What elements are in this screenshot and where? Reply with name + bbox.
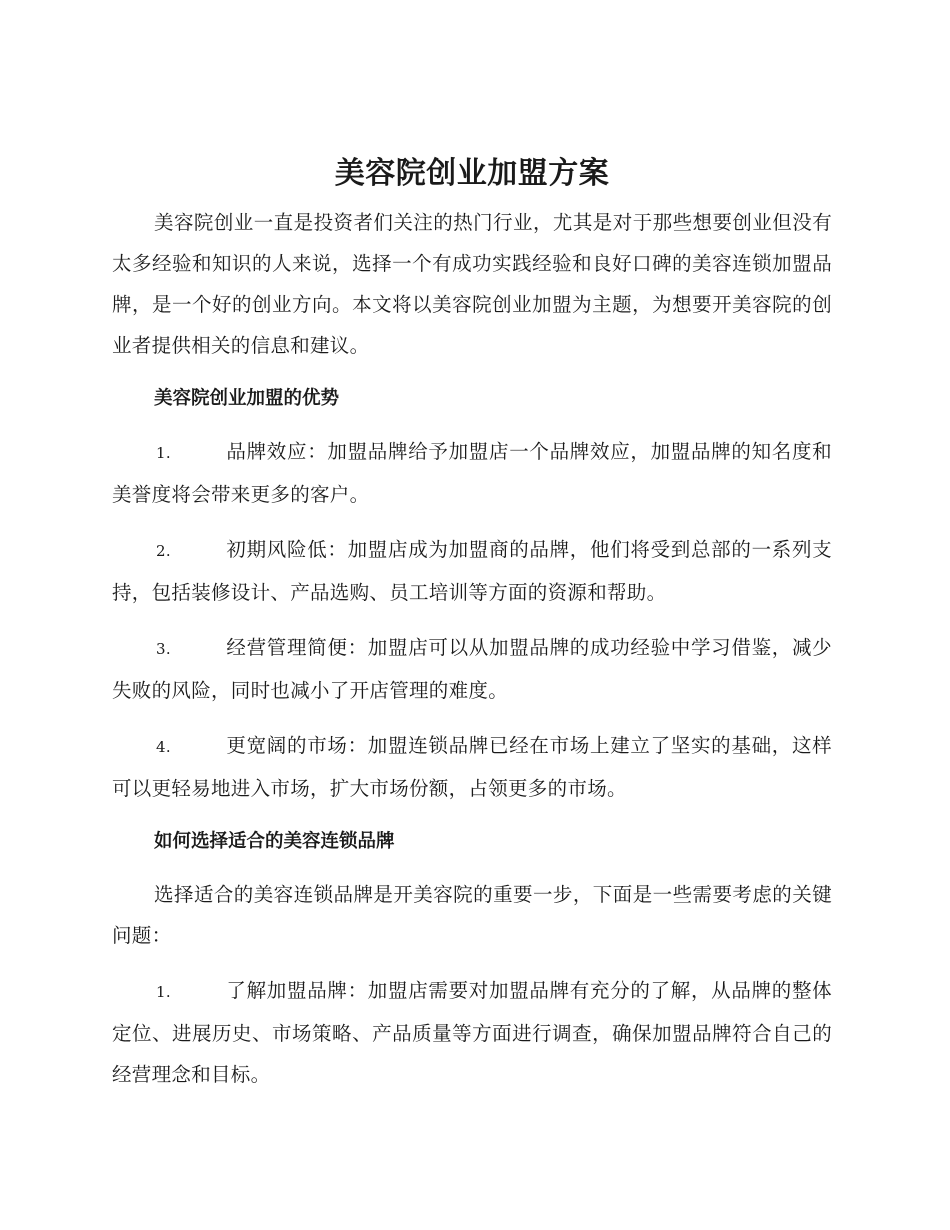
list-number: 3. bbox=[156, 640, 171, 658]
list-item-text: 品牌效应：加盟品牌给予加盟店一个品牌效应，加盟品牌的知名度和美誉度将会带来更多的客户。 bbox=[112, 440, 832, 506]
list-number: 4. bbox=[156, 738, 171, 756]
intro-paragraph: 美容院创业一直是投资者们关注的热门行业，尤其是对于那些想要创业但没有太多经验和知识的人来说，选择一个有成功实践经验和良好口碑的美容连锁加盟品牌，是一个好的创业方向。本文将以美容院创业加盟为主题，为想要开美容院的创业者提供相关的信息和建议。 bbox=[112, 211, 832, 357]
document-page bbox=[112, 150, 832, 1095]
section-heading-choosing: 如何选择适合的美容连锁品牌 bbox=[154, 831, 395, 852]
list-item-text: 经营管理简便：加盟店可以从加盟品牌的成功经验中学习借鉴，减少失败的风险，同时也减小了开店管理的难度。 bbox=[112, 636, 832, 702]
list-item-text: 更宽阔的市场：加盟连锁品牌已经在市场上建立了坚实的基础，这样可以更轻易地进入市场，扩大市场份额，占领更多的市场。 bbox=[112, 734, 832, 800]
list-item-text: 初期风险低：加盟店成为加盟商的品牌，他们将受到总部的一系列支持，包括装修设计、产品选购、员工培训等方面的资源和帮助。 bbox=[112, 538, 832, 604]
list-number: 1. bbox=[156, 983, 171, 1001]
document-title: 美容院创业加盟方案 bbox=[334, 156, 610, 191]
list-item bbox=[112, 970, 832, 1095]
list-item bbox=[112, 627, 832, 711]
list-number: 2. bbox=[156, 542, 171, 560]
list-item-text: 了解加盟品牌：加盟店需要对加盟品牌有充分的了解，从品牌的整体定位、进展历史、市场策略、产品质量等方面进行调查，确保加盟品牌符合自己的经营理念和目标。 bbox=[112, 979, 832, 1086]
list-number: 1. bbox=[156, 444, 171, 462]
list-item bbox=[112, 529, 832, 613]
section-heading-advantages: 美容院创业加盟的优势 bbox=[154, 388, 340, 409]
section2-intro-paragraph: 选择适合的美容连锁品牌是开美容院的重要一步，下面是一些需要考虑的关键问题： bbox=[112, 883, 832, 947]
list-item bbox=[112, 431, 832, 515]
list-item bbox=[112, 725, 832, 809]
